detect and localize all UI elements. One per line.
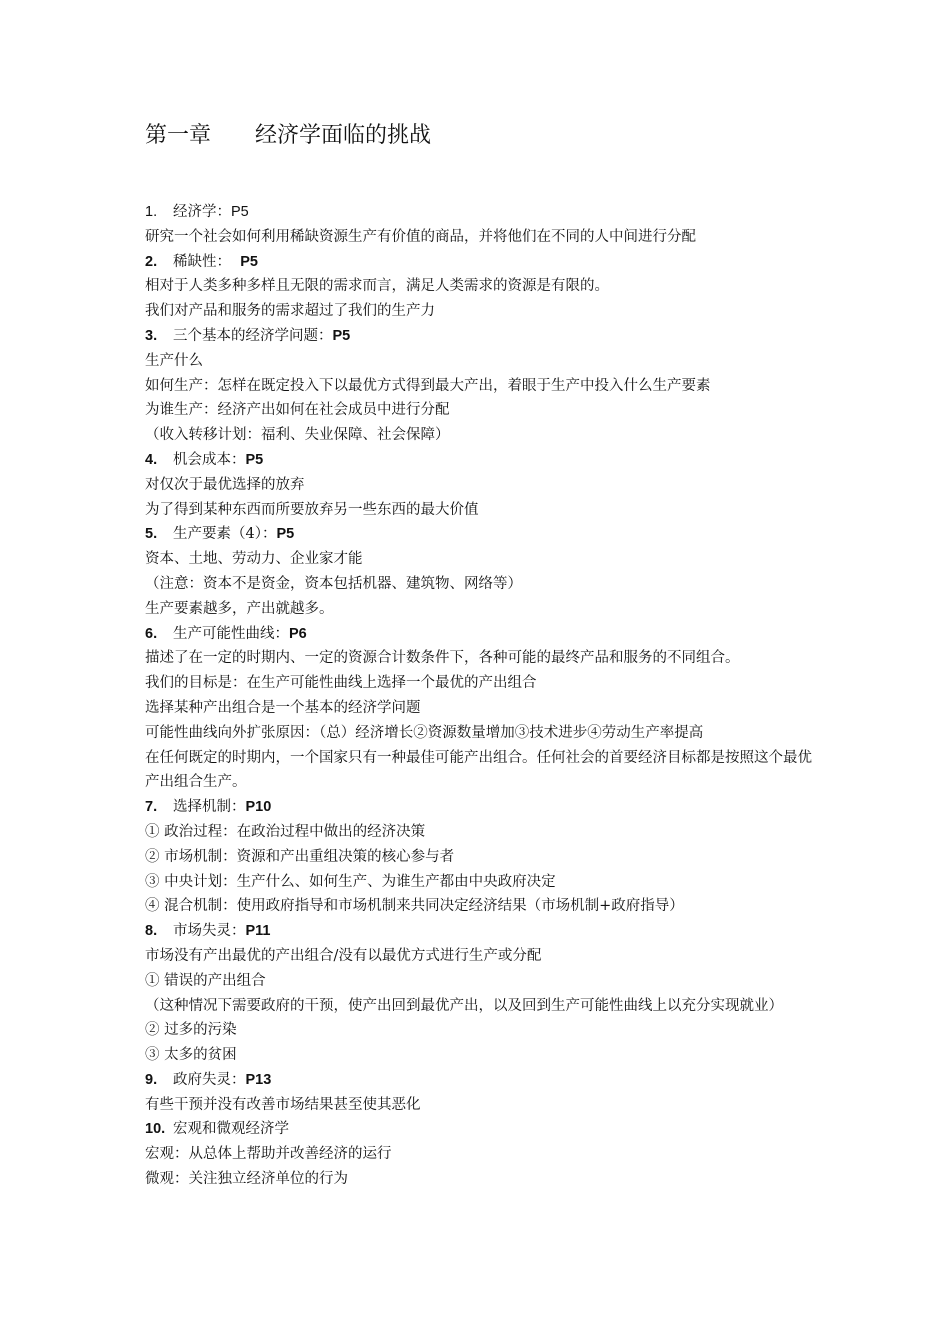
text-line: 宏观：从总体上帮助并改善经济的运行 bbox=[145, 1146, 392, 1163]
text-line: 为了得到某种东西而所要放弃另一些东西的最大价值 bbox=[145, 501, 479, 518]
section-number: 2. bbox=[145, 253, 158, 270]
text-line: 市场没有产出最优的产出组合/没有以最优方式进行生产或分配 bbox=[145, 947, 542, 964]
section-label: 三个基本的经济学问题： bbox=[173, 327, 333, 344]
text-line: 我们的目标是：在生产可能性曲线上选择一个最优的产出组合 bbox=[145, 675, 537, 692]
page-ref: P11 bbox=[245, 923, 271, 940]
section-number: 6. bbox=[145, 625, 158, 642]
text-line: 对仅次于最优选择的放弃 bbox=[145, 476, 305, 493]
text-paragraph: （这种情况下需要政府的干预，使产出回到最优产出，以及回到生产可能性曲线上以充分实现就业） bbox=[145, 997, 783, 1014]
text-line: 生产什么 bbox=[145, 352, 203, 369]
text-line: （注意：资本不是资金，资本包括机器、建筑物、网络等） bbox=[145, 575, 522, 592]
section-number: 4. bbox=[145, 451, 158, 468]
section-heading-3 bbox=[145, 324, 825, 349]
chapter-title: 第一章 经济学面临的挑战 bbox=[145, 123, 432, 148]
document-page bbox=[145, 118, 825, 1192]
list-item: ① 政治过程：在政治过程中做出的经济决策 bbox=[145, 823, 426, 840]
section-label: 机会成本： bbox=[173, 451, 246, 468]
page-ref: P5 bbox=[245, 451, 264, 468]
section-number: 1. bbox=[145, 204, 158, 220]
list-item: ② 市场机制：资源和产出重组决策的核心参与者 bbox=[145, 848, 455, 865]
section-label: 生产可能性曲线： bbox=[173, 625, 289, 642]
list-item: ① 错误的产出组合 bbox=[145, 972, 266, 989]
text-line: 为谁生产：经济产出如何在社会成员中进行分配 bbox=[145, 402, 450, 419]
section-label: 经济学： bbox=[173, 204, 231, 220]
section-heading-4 bbox=[145, 448, 825, 473]
page-ref: P5 bbox=[231, 204, 249, 220]
text-line: 选择某种产出组合是一个基本的经济学问题 bbox=[145, 699, 421, 716]
section-label: 稀缺性： bbox=[173, 253, 241, 270]
section-label: 市场失灵： bbox=[173, 923, 246, 940]
list-item: ③ 太多的贫困 bbox=[145, 1047, 237, 1064]
text-line: 研究一个社会如何利用稀缺资源生产有价值的商品，并将他们在不同的人中间进行分配 bbox=[145, 228, 696, 245]
section-heading-1 bbox=[145, 200, 825, 225]
page-ref: P5 bbox=[276, 526, 295, 543]
section-label: 生产要素（4）： bbox=[173, 526, 277, 543]
section-heading-10 bbox=[145, 1117, 825, 1142]
page-ref: P10 bbox=[245, 799, 272, 816]
list-item: ④ 混合机制：使用政府指导和市场机制来共同决定经济结果（市场机制+政府指导） bbox=[145, 898, 684, 915]
page-ref: P5 bbox=[240, 253, 258, 270]
text-paragraph: 在任何既定的时期内，一个国家只有一种最佳可能产出组合。任何社会的首要经济目标都是按照这个最优产出组合生产。 bbox=[145, 749, 812, 791]
section-number: 9. bbox=[145, 1071, 158, 1088]
list-item: ③ 中央计划：生产什么、如何生产、为谁生产都由中央政府决定 bbox=[145, 873, 556, 890]
text-line: 描述了在一定的时期内、一定的资源合计数条件下，各种可能的最终产品和服务的不同组合。 bbox=[145, 650, 740, 667]
page-ref: P13 bbox=[245, 1071, 272, 1088]
text-line: 资本、土地、劳动力、企业家才能 bbox=[145, 551, 363, 568]
text-line: 生产要素越多，产出就越多。 bbox=[145, 600, 334, 617]
section-number: 7. bbox=[145, 799, 158, 816]
section-number: 3. bbox=[145, 327, 158, 344]
section-heading-2 bbox=[145, 250, 825, 275]
page-ref: P5 bbox=[332, 327, 351, 344]
text-line: 微观：关注独立经济单位的行为 bbox=[145, 1171, 348, 1188]
text-line: （收入转移计划：福利、失业保障、社会保障） bbox=[145, 427, 450, 444]
section-heading-8 bbox=[145, 919, 825, 944]
section-heading-9 bbox=[145, 1068, 825, 1093]
text-line: 相对于人类多种多样且无限的需求而言，满足人类需求的资源是有限的。 bbox=[145, 278, 609, 295]
section-heading-6 bbox=[145, 622, 825, 647]
text-line: 可能性曲线向外扩张原因：（总）经济增长②资源数量增加③技术进步④劳动生产率提高 bbox=[145, 724, 704, 741]
page-ref: P6 bbox=[289, 625, 307, 642]
section-heading-7 bbox=[145, 795, 825, 820]
text-line: 我们对产品和服务的需求超过了我们的生产力 bbox=[145, 303, 435, 320]
section-heading-5 bbox=[145, 522, 825, 547]
section-label: 宏观和微观经济学 bbox=[173, 1121, 289, 1138]
section-label: 政府失灵： bbox=[173, 1071, 246, 1088]
section-number: 8. bbox=[145, 923, 158, 940]
text-line: 有些干预并没有改善市场结果甚至使其恶化 bbox=[145, 1096, 421, 1113]
list-item: ② 过多的污染 bbox=[145, 1022, 237, 1039]
text-line: 如何生产：怎样在既定投入下以最优方式得到最大产出，着眼于生产中投入什么生产要素 bbox=[145, 377, 711, 394]
section-number: 5. bbox=[145, 526, 158, 543]
section-label: 选择机制： bbox=[173, 799, 246, 816]
section-number: 10. bbox=[145, 1121, 166, 1138]
